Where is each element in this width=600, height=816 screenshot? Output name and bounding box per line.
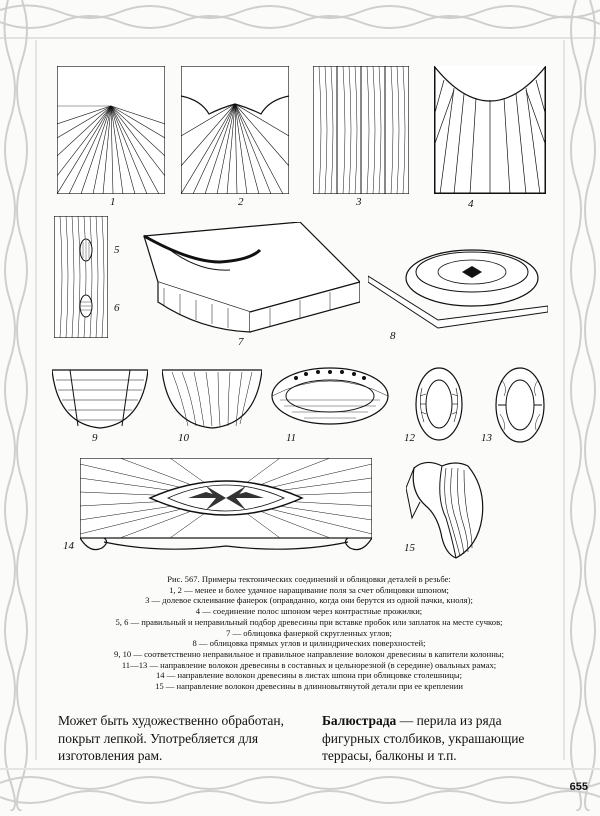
caption-line: 9, 10 — соответственно неправильное и правильное направление волокон древесины в капители колонны; [114,648,504,659]
body-text-left: Может быть художественно обработан, покрыт лепкой. Употребляется для изготовления рам. [58,713,284,763]
figure-5-6-plug-insert [54,216,108,338]
figure-7-rounded-corner [140,222,360,342]
figure-12-oval-frame [414,366,464,442]
caption-line: 1, 2 — менее и более удачное наращивание поля за счет облицовки шпоном; [169,584,449,595]
caption-line: 3 — долевое склеивание фанерок (оправданно, когда они берутся из одной пачки, кноля); [145,595,473,606]
figure-number: 1 [110,196,116,208]
figure-number: 15 [404,542,415,554]
caption-line: 14 — направление волокон древесины в листах шпона при облицовке столешницы; [156,670,462,681]
glossary-term: Балюстрада [322,713,397,728]
figure-13-oval-frame [494,366,546,444]
figure-number: 3 [356,196,362,208]
figure-number: 7 [238,336,244,348]
figure-9-capital [52,368,148,432]
figure-number: 13 [481,432,492,444]
figure-number: 2 [238,196,244,208]
figure-number: 10 [178,432,189,444]
figure-14-tabletop-veneer [80,458,372,560]
figure-number: 6 [114,302,120,314]
page-number: 655 [569,781,588,793]
caption-line: 8 — облицовка прямых углов и цилиндрических поверхностей; [192,638,426,649]
caption-title: Рис. 567. Примеры тектонических соединений и облицовки деталей в резьбе: [167,574,451,584]
figure-number: 14 [63,540,74,552]
figure-3-veneer-strips [313,66,409,194]
ornamental-border-right [556,0,600,811]
body-text-right [322,712,562,765]
figure-2-veneer-joint [181,66,289,194]
figure-11-oval-frame [270,366,390,426]
figure-1-veneer-joint [57,66,165,194]
caption-line: 15 — направление волокон древесины в длинновытянутой детали при ее креплении [155,681,463,692]
figure-caption [74,574,544,692]
figure-number: 9 [92,432,98,444]
caption-line: 5, 6 — правильный и неправильный подбор древесины при вставке пробок или заплаток на месте сучков; [115,616,503,627]
ornamental-border-left [0,0,44,811]
figure-number: 8 [390,330,396,342]
glossary-definition: — перила из ряда фигурных столбиков, украшающие террасы, балконы и т.п. [322,713,525,763]
figure-number: 4 [468,198,474,210]
figure-number: 11 [286,432,297,444]
figure-15-elongated-detail [406,458,488,562]
figure-number: 5 [114,244,120,256]
ornamental-border-top [0,0,600,46]
figure-number: 12 [404,432,415,444]
caption-line: 4 — соединение полос шпоном через контрастные прожилки; [195,606,423,617]
caption-line: 7 — облицовка фанеркой скругленных углов; [226,627,392,638]
figure-10-capital [162,368,262,432]
figure-4-radial-veneer [434,66,546,194]
figure-8-disc-cladding [368,246,548,338]
caption-line: 11—13 — направление волокон древесины в составных и цельнорезной (в середине) овальных рамах; [121,659,497,670]
